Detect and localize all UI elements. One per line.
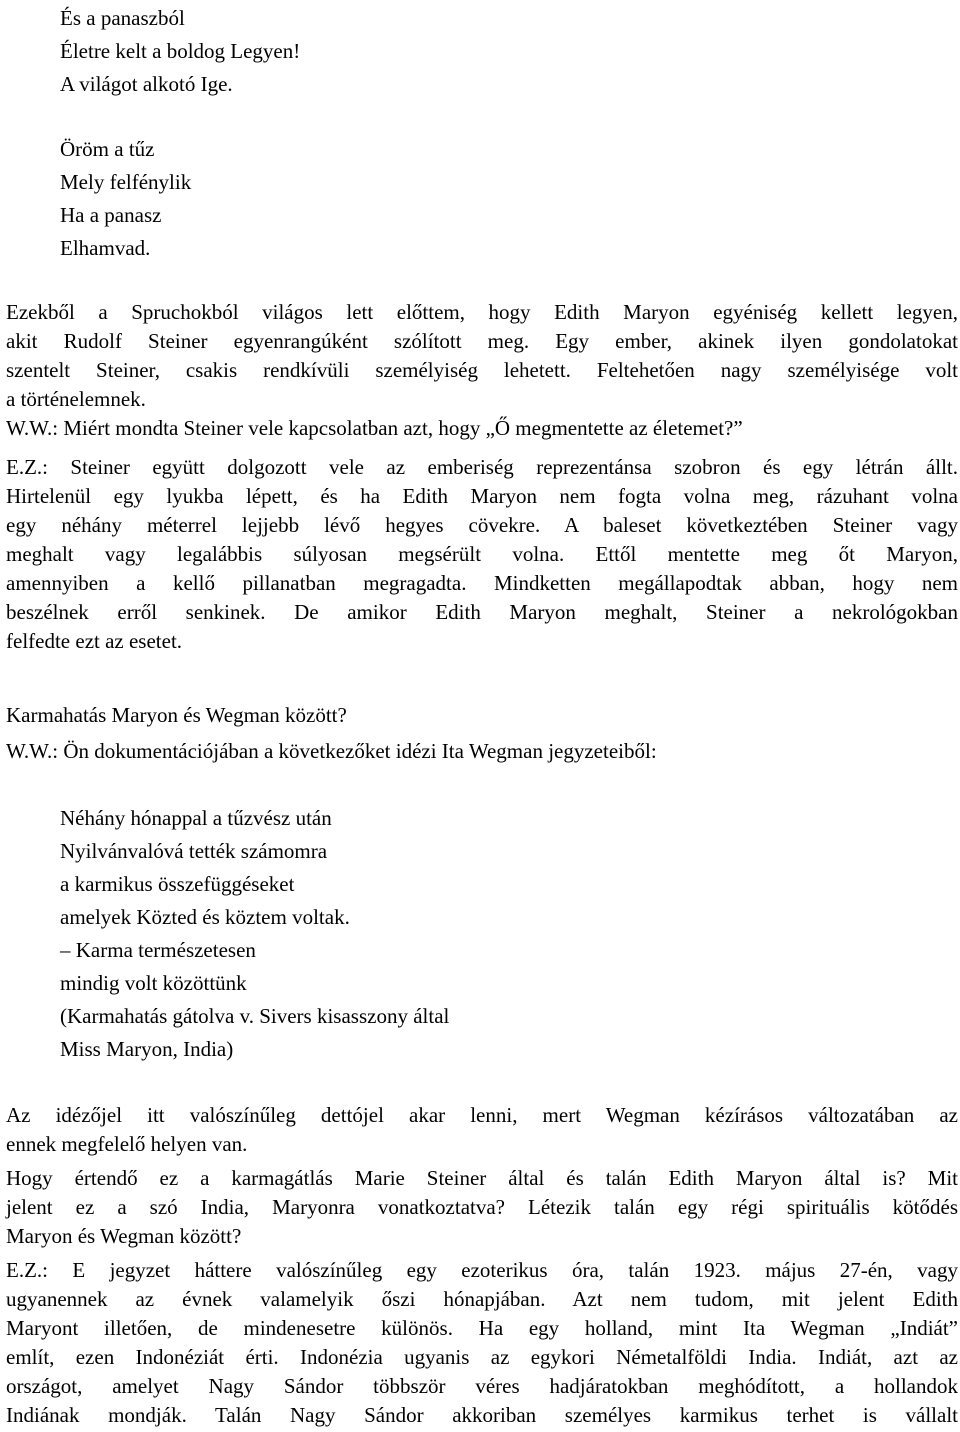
poem-line: És a panaszból (60, 6, 185, 30)
paragraph-7 (6, 1164, 958, 1251)
poem-line: Elhamvad. (60, 236, 151, 260)
paragraph-line: E.Z.: Steiner együtt dolgozott vele az emberiség reprezentánsa szobron és egy létrán állt. (6, 455, 958, 479)
paragraph-line: a történelemnek. (6, 387, 146, 411)
paragraph-2 (6, 414, 958, 443)
paragraph-line: Maryon és Wegman között? (6, 1224, 242, 1248)
paragraph-line: ugyanennek az évnek valamelyik őszi hónapjában. Azt nem tudom, mit jelent Edith (6, 1287, 958, 1311)
poem-line: (Karmahatás gátolva v. Sivers kisasszony által (60, 1004, 450, 1028)
poem-line: Ha a panasz (60, 203, 162, 227)
paragraph-line: országot, amelyet Nagy Sándor többször véres hadjáratokban meghódított, a hollandok (6, 1374, 958, 1398)
paragraph-line: E.Z.: E jegyzet háttere valószínűleg egy ezoterikus óra, talán 1923. május 27-én, vagy (6, 1258, 958, 1282)
paragraph-line: W.W.: Miért mondta Steiner vele kapcsolatban azt, hogy „Ő megmentette az életemet?” (6, 416, 743, 440)
paragraph-8 (6, 1256, 958, 1430)
paragraph-1 (6, 298, 958, 414)
paragraph-line: Hirtelenül egy lyukba lépett, és ha Edith Maryon nem fogta volna meg, rázuhant volna (6, 484, 958, 508)
paragraph-line: szentelt Steiner, csakis rendkívüli személyiség lehetett. Feltehetően nagy személyisége volt (6, 358, 958, 382)
paragraph-line: Ezekből a Spruchokból világos lett előttem, hogy Edith Maryon egyéniség kellett legyen, (6, 300, 958, 324)
poem-line: Néhány hónappal a tűzvész után (60, 806, 332, 830)
paragraph-line: felfedte ezt az esetet. (6, 629, 183, 653)
paragraph-line: Az idézőjel itt valószínűleg dettójel akar lenni, mert Wegman kézírásos változatában az (6, 1103, 958, 1127)
paragraph-line: amennyiben a kellő pillanatban megragadta. Mindketten megállapodtak abban, hogy nem (6, 571, 958, 595)
poem-line: Miss Maryon, India) (60, 1037, 234, 1061)
paragraph-6 (6, 1101, 958, 1159)
paragraph-4 (6, 701, 958, 730)
paragraph-line: Hogy értendő ez a karmagátlás Marie Steiner által és talán Edith Maryon által is? Mit (6, 1166, 958, 1190)
paragraph-line: meghalt vagy legalábbis súlyosan megsérült volna. Ettől mentette meg őt Maryon, (6, 542, 958, 566)
paragraph-3 (6, 453, 958, 656)
paragraph-line: említ, ezen Indonéziát érti. Indonézia ugyanis az egykori Németalföldi India. Indiát, azt az (6, 1345, 958, 1369)
paragraph-line: beszélnek erről senkinek. De amikor Edith Maryon meghalt, Steiner a nekrológokban (6, 600, 958, 624)
paragraph-line: Indiának mondják. Talán Nagy Sándor akkoriban személyes karmikus terhet is vállalt (6, 1403, 958, 1427)
poem-line: amelyek Közted és köztem voltak. (60, 905, 350, 929)
poem-stanza-3 (60, 802, 920, 1066)
paragraph-line: Maryont illetően, de mindenesetre különös. Ha egy holland, mint Ita Wegman „Indiát” (6, 1316, 958, 1340)
poem-line: A világot alkotó Ige. (60, 72, 233, 96)
poem-stanza-1 (60, 2, 920, 101)
poem-line: Nyilvánvalóvá tették számomra (60, 839, 328, 863)
poem-line: Öröm a tűz (60, 137, 155, 161)
poem-line: Mely felfénylik (60, 170, 192, 194)
paragraph-line: akit Rudolf Steiner egyenrangúként szólított meg. Egy ember, akinek ilyen gondolatokat (6, 329, 958, 353)
poem-line: mindig volt közöttünk (60, 971, 247, 995)
poem-stanza-2 (60, 133, 920, 265)
paragraph-line: ennek megfelelő helyen van. (6, 1132, 248, 1156)
poem-line: a karmikus összefüggéseket (60, 872, 295, 896)
poem-line: – Karma természetesen (60, 938, 256, 962)
poem-line: Életre kelt a boldog Legyen! (60, 39, 301, 63)
paragraph-5 (6, 737, 958, 766)
paragraph-line: jelent ez a szó India, Maryonra vonatkoztatva? Létezik talán egy régi spirituális kötődés (6, 1195, 958, 1219)
paragraph-line: egy néhány méterrel lejjebb lévő hegyes cövekre. A baleset következtében Steiner vagy (6, 513, 958, 537)
paragraph-line: Karmahatás Maryon és Wegman között? (6, 703, 347, 727)
paragraph-line: W.W.: Ön dokumentációjában a következőket idézi Ita Wegman jegyzeteiből: (6, 739, 657, 763)
